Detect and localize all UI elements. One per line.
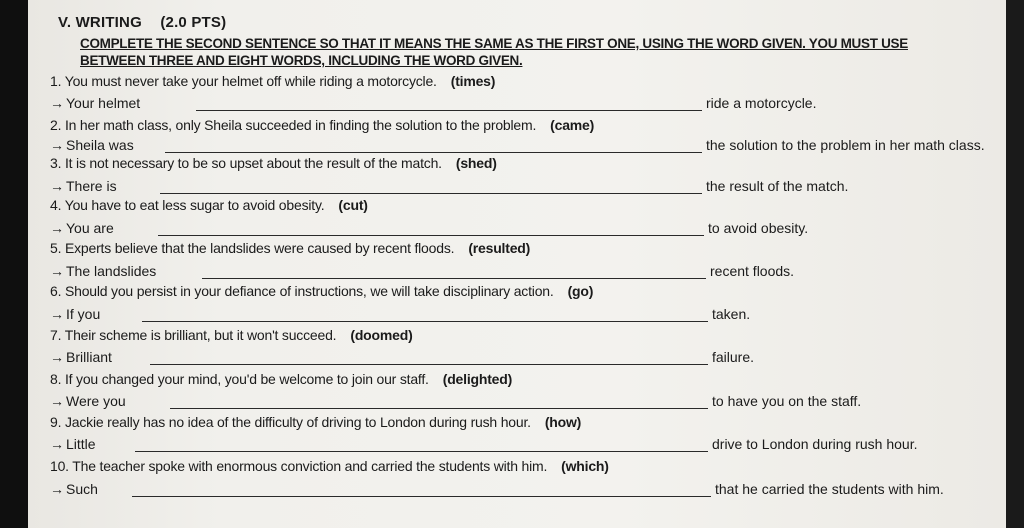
question-8: [50, 371, 512, 387]
answer-start: [50, 436, 96, 452]
answer-row-9: [50, 436, 1006, 454]
question-4: [50, 197, 368, 213]
answer-prompt: The landslides: [66, 263, 157, 279]
answer-row-3: [50, 178, 1006, 196]
arrow-right-icon: →: [50, 220, 64, 236]
answer-row-1: [50, 95, 1006, 113]
question-1: [50, 73, 495, 89]
keyword: (shed): [455, 155, 497, 171]
question-text: 3. It is not necessary to be so upset about the result of the match.: [50, 155, 442, 171]
keyword: (came): [550, 117, 595, 133]
answer-row-4: [50, 220, 1006, 238]
question-9: [50, 414, 581, 430]
answer-row-10: [50, 481, 1006, 499]
keyword: (which): [561, 458, 609, 474]
instruction-line-2: BETWEEN THREE AND EIGHT WORDS, INCLUDING THE WORD GIVEN.: [80, 53, 523, 68]
section-points: (2.0 PTS): [160, 14, 227, 31]
arrow-right-icon: →: [50, 178, 64, 194]
arrow-right-icon: →: [50, 349, 64, 365]
question-5: [50, 240, 530, 256]
answer-blank[interactable]: [160, 193, 702, 194]
answer-prompt: Brilliant: [66, 349, 112, 365]
question-text: 5. Experts believe that the landslides were caused by recent floods.: [50, 240, 455, 256]
arrow-right-icon: →: [50, 393, 64, 409]
answer-blank[interactable]: [196, 110, 702, 111]
answer-start: [50, 95, 140, 111]
answer-start: [50, 137, 134, 153]
answer-ending: drive to London during rush hour.: [712, 436, 918, 452]
answer-start: [50, 220, 114, 236]
question-text: 2. In her math class, only Sheila succeeded in finding the solution to the problem.: [50, 117, 537, 133]
question-text: 7. Their scheme is brilliant, but it won't succeed.: [50, 327, 337, 343]
answer-row-2: [50, 137, 1006, 155]
answer-start: [50, 349, 112, 365]
keyword: (doomed): [350, 327, 413, 343]
answer-ending: taken.: [712, 306, 751, 322]
answer-ending: to avoid obesity.: [708, 220, 809, 236]
keyword: (how): [544, 414, 582, 430]
answer-blank[interactable]: [150, 364, 708, 365]
answer-start: [50, 481, 98, 497]
question-text: 4. You have to eat less sugar to avoid obesity.: [50, 197, 325, 213]
answer-row-7: [50, 349, 1006, 367]
answer-ending: that he carried the students with him.: [715, 481, 944, 497]
keyword: (resulted): [468, 240, 531, 256]
answer-ending: the result of the match.: [706, 178, 849, 194]
answer-start: [50, 178, 117, 194]
answer-prompt: If you: [66, 306, 101, 322]
answer-start: [50, 306, 100, 322]
answer-blank[interactable]: [142, 321, 708, 322]
question-3: [50, 155, 497, 171]
question-text: 1. You must never take your helmet off while riding a motorcycle.: [50, 73, 437, 89]
question-text: 6. Should you persist in your defiance of instructions, we will take disciplinary action.: [50, 283, 554, 299]
answer-ending: ride a motorcycle.: [706, 95, 817, 111]
keyword: (go): [567, 283, 594, 299]
arrow-right-icon: →: [50, 263, 64, 279]
arrow-right-icon: →: [50, 481, 64, 497]
answer-start: [50, 263, 156, 279]
arrow-right-icon: →: [50, 137, 64, 153]
answer-prompt: There is: [66, 178, 117, 194]
section-title: V. WRITING: [58, 14, 142, 31]
answer-prompt: Such: [66, 481, 98, 497]
answer-blank[interactable]: [165, 152, 702, 153]
answer-blank[interactable]: [202, 278, 706, 279]
arrow-right-icon: →: [50, 306, 64, 322]
keyword: (times): [450, 73, 496, 89]
answer-ending: to have you on the staff.: [712, 393, 862, 409]
answer-prompt: Were you: [66, 393, 126, 409]
instruction-line-1: COMPLETE THE SECOND SENTENCE SO THAT IT MEANS THE SAME AS THE FIRST ONE, USING THE WORD GIVEN. YOU MUST USE: [80, 36, 908, 51]
answer-row-5: [50, 263, 1006, 281]
answer-prompt: You are: [66, 220, 114, 236]
question-10: [50, 458, 609, 474]
answer-prompt: Little: [66, 436, 96, 452]
worksheet-page: [28, 0, 1006, 528]
answer-ending: failure.: [712, 349, 755, 365]
answer-prompt: Sheila was: [66, 137, 134, 153]
answer-row-8: [50, 393, 1006, 411]
question-text: 10. The teacher spoke with enormous conviction and carried the students with him.: [50, 458, 548, 474]
answer-start: [50, 393, 126, 409]
question-6: [50, 283, 593, 299]
answer-blank[interactable]: [135, 451, 708, 452]
answer-ending: the solution to the problem in her math class.: [706, 137, 985, 153]
keyword: (cut): [338, 197, 368, 213]
answer-blank[interactable]: [170, 408, 708, 409]
answer-prompt: Your helmet: [66, 95, 141, 111]
photo-dark-edge: [0, 0, 28, 528]
answer-row-6: [50, 306, 1006, 324]
arrow-right-icon: →: [50, 436, 64, 452]
answer-blank[interactable]: [132, 496, 711, 497]
question-7: [50, 327, 413, 343]
section-header: [58, 14, 226, 31]
answer-blank[interactable]: [158, 235, 704, 236]
question-text: 8. If you changed your mind, you'd be welcome to join our staff.: [50, 371, 429, 387]
keyword: (delighted): [442, 371, 513, 387]
arrow-right-icon: →: [50, 95, 64, 111]
answer-ending: recent floods.: [710, 263, 795, 279]
question-2: [50, 117, 594, 133]
question-text: 9. Jackie really has no idea of the difficulty of driving to London during rush hour.: [50, 414, 531, 430]
